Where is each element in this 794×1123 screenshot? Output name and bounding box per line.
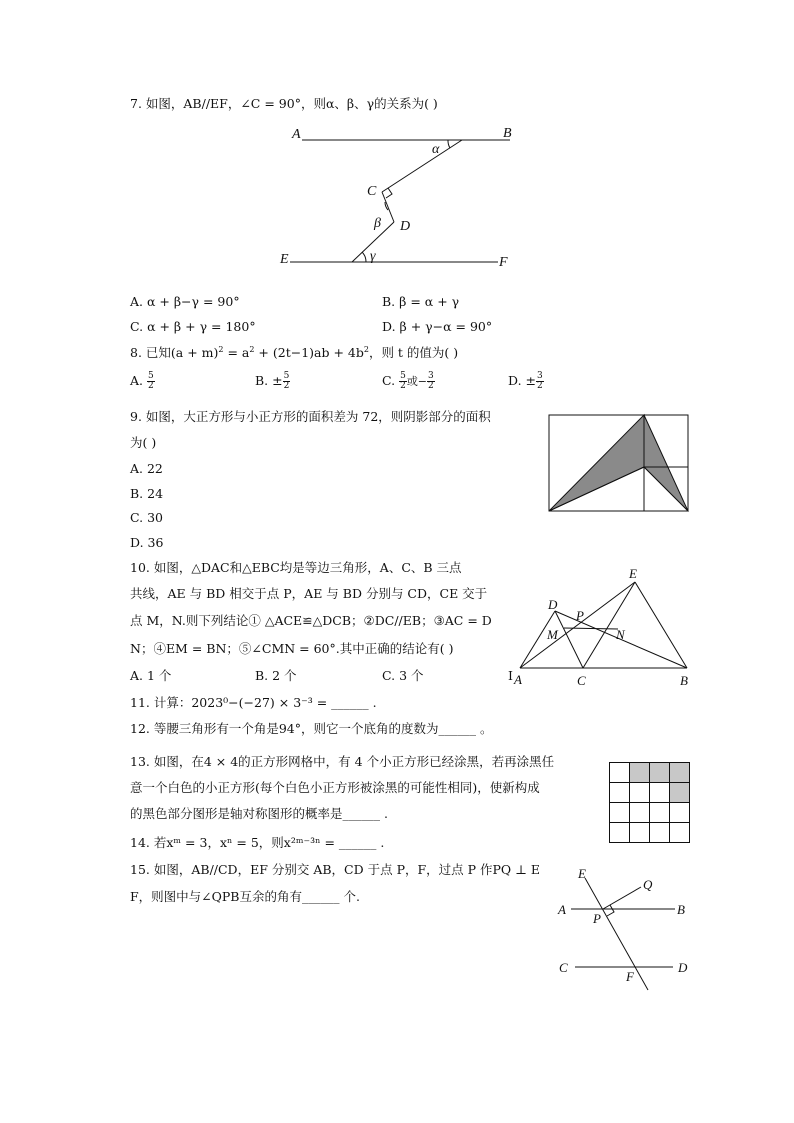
q10-figure xyxy=(510,565,695,690)
q9-option-c[interactable]: C. 30 xyxy=(130,510,163,525)
q10-line-4: N；④EM = BN；⑤∠CMN = 60°.其中正确的结论有( ) xyxy=(130,641,454,656)
q7-label-alpha: α xyxy=(432,142,440,157)
q10-label-m: M xyxy=(547,627,558,642)
q15-label-q: Q xyxy=(643,877,653,892)
q7-label-gamma: γ xyxy=(370,249,376,264)
q7-option-b[interactable]: B. β = α + γ xyxy=(382,294,460,309)
q15-label-b: B xyxy=(677,902,685,917)
q7-label-beta: β xyxy=(374,216,381,231)
q8-option-d[interactable]: D. ± $\frac{3}{2}$ xyxy=(508,371,543,391)
q10-label-n: N xyxy=(616,627,625,642)
q15-label-a: A xyxy=(558,902,566,917)
q10-line-3: 点 M，N.则下列结论① △ACE≌△DCB；②DC//EB；③AC = D xyxy=(130,613,492,628)
q15-line-2: F，则图中与∠QPB互余的角有______ 个. xyxy=(130,889,360,904)
q10-label-d: D xyxy=(548,597,558,612)
q15-label-f: F xyxy=(626,969,634,984)
q10-option-d-mark: I xyxy=(508,668,513,683)
q7-option-d[interactable]: D. β + γ−α = 90° xyxy=(382,319,493,334)
q7-stem: 7. 如图，AB//EF，∠C = 90°，则α、β、γ的关系为( ) xyxy=(130,96,438,111)
q8-option-a[interactable]: A. $\frac{5}{2}$ xyxy=(130,371,154,391)
q15-label-d: D xyxy=(678,960,688,975)
q7-figure xyxy=(270,120,530,275)
q7-label-c: C xyxy=(367,184,377,199)
q15-label-e: E xyxy=(578,866,586,881)
q7-label-f: F xyxy=(499,255,508,270)
q7-option-a[interactable]: A. α + β−γ = 90° xyxy=(130,294,240,309)
q10-label-a: A xyxy=(514,672,522,687)
q9-option-d[interactable]: D. 36 xyxy=(130,535,164,550)
q13-line-2: 意一个白色的小正方形(每个白色小正方形被涂黑的可能性相同)，使新构成 xyxy=(130,780,540,795)
q15-label-p: P xyxy=(593,911,601,926)
q10-line-2: 共线，AE 与 BD 相交于点 P，AE 与 BD 分别与 CD，CE 交于 xyxy=(130,586,488,601)
q7-label-e: E xyxy=(280,252,289,267)
q8-option-c[interactable]: C. $\frac{5}{2}$ 或− $\frac{3}{2}$ xyxy=(382,371,434,391)
q13-line-1: 13. 如图，在4 × 4的正方形网格中，有 4 个小正方形已经涂黑，若再涂黑任 xyxy=(130,754,555,769)
q10-label-b: B xyxy=(680,673,688,688)
q8-stem: 8. 已知$(a + m)^2 = a^2 + (2t-1)ab + 4b^2$，则 t 的值为( ) xyxy=(130,345,459,361)
q15-figure xyxy=(555,865,695,995)
q10-option-c[interactable]: C. 3 个 xyxy=(382,668,424,683)
q10-option-a[interactable]: A. 1 个 xyxy=(130,668,172,683)
q10-line-1: 10. 如图，△DAC和△EBC均是等边三角形，A、C、B 三点 xyxy=(130,560,462,575)
q9-option-a[interactable]: A. 22 xyxy=(130,461,163,476)
q7-label-b: B xyxy=(503,126,512,141)
q9-line-2: 为( ) xyxy=(130,435,157,450)
q7-option-c[interactable]: C. α + β + γ = 180° xyxy=(130,319,256,334)
q10-label-e: E xyxy=(629,566,637,581)
q10-label-p: P xyxy=(576,608,584,623)
q11-text: 11. 计算：2023⁰−(−27) × 3⁻³ = ______ . xyxy=(130,695,377,710)
q14-text: 14. 若xᵐ = 3，xⁿ = 5，则x²ᵐ⁻³ⁿ = ______ . xyxy=(130,835,385,850)
q9-option-b[interactable]: B. 24 xyxy=(130,486,164,501)
q13-grid-figure xyxy=(609,762,691,844)
q15-line-1: 15. 如图，AB//CD，EF 分别交 AB，CD 于点 P，F，过点 P 作PQ ⊥ E xyxy=(130,862,540,877)
q10-option-b[interactable]: B. 2 个 xyxy=(255,668,297,683)
q15-label-c: C xyxy=(559,960,568,975)
q7-label-a: A xyxy=(292,127,301,142)
q7-label-d: D xyxy=(400,219,411,234)
q13-line-3: 的黑色部分图形是轴对称图形的概率是______ . xyxy=(130,806,388,821)
q12-text: 12. 等腰三角形有一个角是94°，则它一个底角的度数为______ 。 xyxy=(130,721,493,736)
q9-figure xyxy=(548,414,690,514)
q8-option-b[interactable]: B. ± $\frac{5}{2}$ xyxy=(255,371,290,391)
q9-line-1: 9. 如图，大正方形与小正方形的面积差为 72，则阴影部分的面积 xyxy=(130,409,491,424)
q10-label-c: C xyxy=(577,673,586,688)
